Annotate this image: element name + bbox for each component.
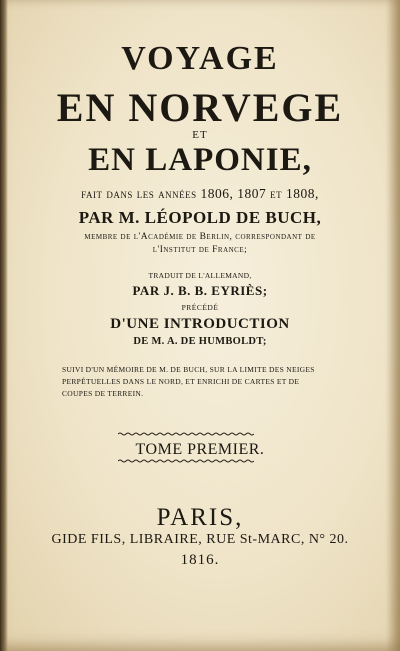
translator-name: PAR J. B. B. EYRIÈS;: [132, 283, 268, 298]
title-conjunction: ET: [192, 129, 208, 141]
translated-label: TRADUIT DE L'ALLEMAND,: [148, 271, 252, 280]
author-credentials-line2: l'Institut de France;: [152, 245, 248, 255]
title-line-norvege: EN NORVEGE: [56, 85, 344, 130]
supplement-line2: PERPÉTUELLES DANS LE NORD, ET ENRICHI DE CARTES ET DE: [62, 377, 300, 386]
author-name: PAR M. LÉOPOLD DE BUCH,: [78, 208, 322, 227]
imprint-city: PARIS,: [156, 504, 244, 531]
imprint-publisher: GIDE FILS, LIBRAIRE, RUE St-MARC, N° 20.: [51, 532, 349, 547]
volume-label: TOME PREMIER.: [135, 441, 265, 458]
preceded-label: PRÉCÉDÉ: [181, 303, 219, 312]
ornamental-rule-top: [118, 432, 254, 436]
travel-years: fait dans les années 1806, 1807 et 1808,: [81, 186, 319, 201]
introduction-author: DE M. A. DE HUMBOLDT;: [133, 336, 267, 347]
imprint-year: 1816.: [180, 552, 220, 568]
introduction-title: D'UNE INTRODUCTION: [110, 316, 290, 332]
ornamental-rule-bottom: [118, 459, 254, 463]
title-line-laponie: EN LAPONIE,: [88, 142, 312, 178]
author-credentials-line1: membre de l'Académie de Berlin, correspondant de: [84, 232, 316, 242]
supplement-line3: COUPES DE TERREIN.: [62, 389, 144, 398]
title-line-voyage: VOYAGE: [121, 40, 279, 77]
supplement-line1: SUIVI D'UN MÉMOIRE DE M. DE BUCH, SUR LA LIMITE DES NEIGES: [62, 365, 315, 374]
